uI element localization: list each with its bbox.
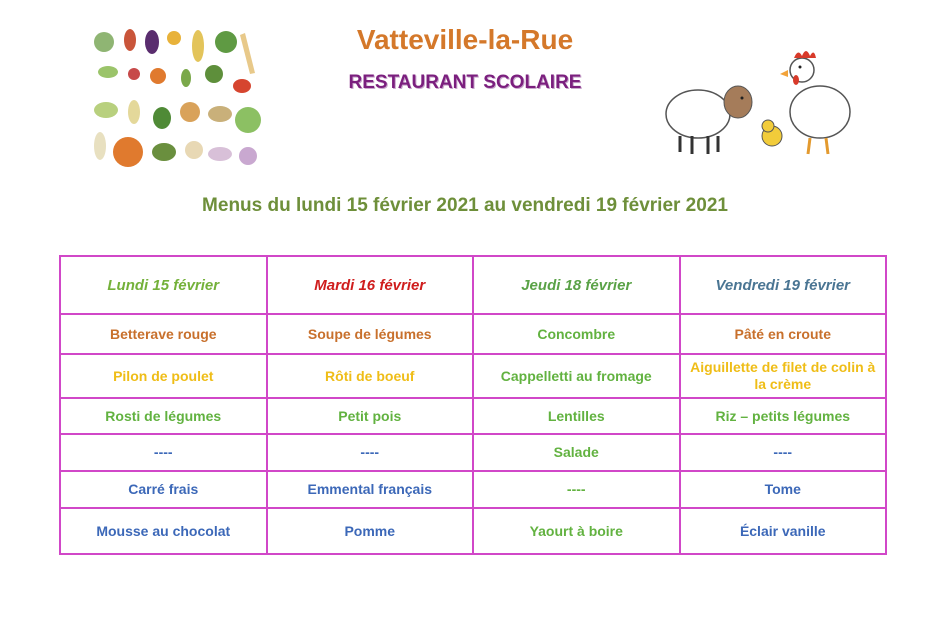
menu-cell: Mousse au chocolat [60, 508, 267, 554]
menu-cell: ---- [267, 434, 474, 471]
menu-cell: Pâté en croute [680, 314, 887, 354]
day-header: Lundi 15 février [60, 256, 267, 314]
day-header: Vendredi 19 février [680, 256, 887, 314]
menu-cell: Carré frais [60, 471, 267, 508]
menu-cell: ---- [60, 434, 267, 471]
menu-cell: Betterave rouge [60, 314, 267, 354]
restaurant-title: RESTAURANT SCOLAIRE [348, 72, 582, 93]
table-row [60, 434, 886, 471]
menu-cell: Éclair vanille [680, 508, 887, 554]
menu-cell: Cappelletti au fromage [473, 354, 680, 398]
day-header: Jeudi 18 février [473, 256, 680, 314]
menu-cell: ---- [473, 471, 680, 508]
menu-cell: Concombre [473, 314, 680, 354]
table-header-row [60, 256, 886, 314]
day-header: Mardi 16 février [267, 256, 474, 314]
menu-cell: Pomme [267, 508, 474, 554]
farm-animals-illustration [660, 42, 860, 162]
menu-cell: Rosti de légumes [60, 398, 267, 434]
menu-cell: Yaourt à boire [473, 508, 680, 554]
menu-cell: Aiguillette de filet de colin à la crème [680, 354, 887, 398]
menu-cell: Riz – petits légumes [680, 398, 887, 434]
menu-cell: Pilon de poulet [60, 354, 267, 398]
menu-cell: Petit pois [267, 398, 474, 434]
menu-week-title: Menus du lundi 15 février 2021 au vendredi 19 février 2021 [202, 195, 728, 216]
table-row [60, 354, 886, 398]
weekly-menu-table [59, 255, 887, 555]
table-row [60, 314, 886, 354]
table-row [60, 508, 886, 554]
menu-cell: Rôti de boeuf [267, 354, 474, 398]
table-row [60, 471, 886, 508]
menu-cell: Soupe de légumes [267, 314, 474, 354]
town-name: Vatteville-la-Rue [356, 24, 574, 55]
vegetables-illustration [90, 28, 270, 170]
menu-cell: Tome [680, 471, 887, 508]
menu-cell: ---- [680, 434, 887, 471]
table-row [60, 398, 886, 434]
menu-cell: Salade [473, 434, 680, 471]
menu-cell: Lentilles [473, 398, 680, 434]
menu-cell: Emmental français [267, 471, 474, 508]
